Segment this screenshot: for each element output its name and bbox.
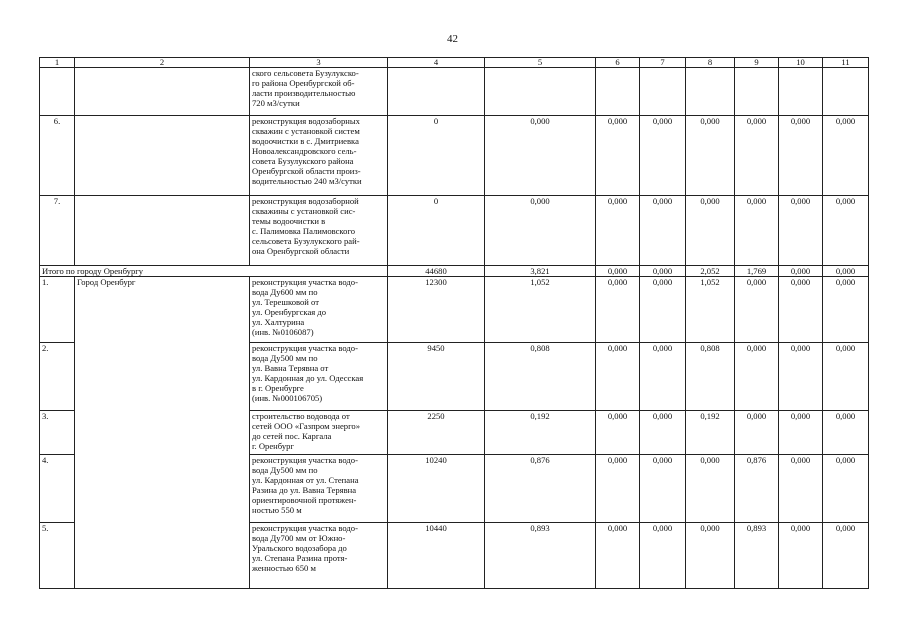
- header-cell: 5: [485, 58, 596, 68]
- row-number: 4.: [40, 455, 75, 523]
- value-cell-c11: 0,000: [823, 116, 869, 196]
- row-number: 5.: [40, 523, 75, 589]
- row-number: 6.: [40, 116, 75, 196]
- value-cell-c7: 0,000: [640, 277, 686, 343]
- measure-description: реконструкция водозаборной скважины с установкой сис- темы водоочистки в с. Палимовка Палимовского сельсовета Бузулукского рай- она Оренбургской области: [250, 196, 388, 266]
- value-cell-c9: [735, 68, 779, 116]
- value-cell-c4: 10440: [388, 523, 485, 589]
- value-cell-c8: 1,052: [686, 277, 735, 343]
- header-cell: 7: [640, 58, 686, 68]
- value-cell-c11: 0,000: [823, 196, 869, 266]
- value-cell-c10: 0,000: [779, 343, 823, 411]
- row-number: 7.: [40, 196, 75, 266]
- header-cell: 3: [250, 58, 388, 68]
- value-cell-c5: 0,000: [485, 196, 596, 266]
- value-cell-c10: 0,000: [779, 266, 823, 277]
- value-cell-c5: [485, 68, 596, 116]
- table-row: [40, 68, 869, 116]
- value-cell-c7: 0,000: [640, 116, 686, 196]
- row-number: 2.: [40, 343, 75, 411]
- header-cell: 8: [686, 58, 735, 68]
- table-row: [40, 116, 869, 196]
- value-cell-c8: 2,052: [686, 266, 735, 277]
- table-row: [40, 277, 869, 343]
- value-cell-c4: [388, 68, 485, 116]
- object-name: [75, 116, 250, 196]
- value-cell-c11: 0,000: [823, 455, 869, 523]
- value-cell-c5: 3,821: [485, 266, 596, 277]
- value-cell-c11: 0,000: [823, 277, 869, 343]
- value-cell-c9: 0,000: [735, 116, 779, 196]
- value-cell-c4: 44680: [388, 266, 485, 277]
- value-cell-c5: 0,893: [485, 523, 596, 589]
- value-cell-c7: 0,000: [640, 343, 686, 411]
- total-label: Итого по городу Оренбургу: [40, 266, 388, 277]
- value-cell-c5: 0,192: [485, 411, 596, 455]
- header-cell: 9: [735, 58, 779, 68]
- table-row: [40, 196, 869, 266]
- value-cell-c7: 0,000: [640, 455, 686, 523]
- value-cell-c8: 0,808: [686, 343, 735, 411]
- value-cell-c9: 0,893: [735, 523, 779, 589]
- measure-description: реконструкция водозаборных скважин с установкой систем водоочистки в с. Дмитриевка Новоалександровского сель- совета Бузулукского района Оренбургской области произ- водительностью 240 м3/сутки: [250, 116, 388, 196]
- value-cell-c7: 0,000: [640, 196, 686, 266]
- value-cell-c11: 0,000: [823, 411, 869, 455]
- value-cell-c9: 0,000: [735, 411, 779, 455]
- city-name: Город Оренбург: [75, 277, 250, 589]
- header-cell: 1: [40, 58, 75, 68]
- header-cell: 4: [388, 58, 485, 68]
- budget-table: [39, 57, 869, 589]
- value-cell-c8: 0,000: [686, 116, 735, 196]
- value-cell-c8: 0,192: [686, 411, 735, 455]
- value-cell-c5: 0,876: [485, 455, 596, 523]
- value-cell-c8: 0,000: [686, 523, 735, 589]
- page-number: 42: [447, 33, 458, 45]
- value-cell-c9: 0,000: [735, 343, 779, 411]
- value-cell-c7: 0,000: [640, 523, 686, 589]
- value-cell-c10: 0,000: [779, 455, 823, 523]
- value-cell-c6: 0,000: [596, 116, 640, 196]
- value-cell-c6: 0,000: [596, 411, 640, 455]
- header-row: [40, 58, 869, 68]
- value-cell-c4: 0: [388, 116, 485, 196]
- value-cell-c8: 0,000: [686, 196, 735, 266]
- value-cell-c6: 0,000: [596, 523, 640, 589]
- value-cell-c8: 0,000: [686, 455, 735, 523]
- value-cell-c11: [823, 68, 869, 116]
- value-cell-c10: 0,000: [779, 196, 823, 266]
- value-cell-c11: 0,000: [823, 266, 869, 277]
- value-cell-c11: 0,000: [823, 343, 869, 411]
- header-cell: 10: [779, 58, 823, 68]
- value-cell-c10: 0,000: [779, 116, 823, 196]
- row-number: [40, 68, 75, 116]
- value-cell-c6: 0,000: [596, 277, 640, 343]
- value-cell-c11: 0,000: [823, 523, 869, 589]
- value-cell-c10: 0,000: [779, 411, 823, 455]
- value-cell-c6: 0,000: [596, 455, 640, 523]
- measure-description: ского сельсовета Бузулукско- го района Оренбургской об- ласти производительностью 720 м3/сутки: [250, 68, 388, 116]
- measure-description: реконструкция участка водо- вода Ду500 мм по ул. Кардонная от ул. Степана Разина до ул. Вавна Терявна ориентировочной протяжен- ностью 550 м: [250, 455, 388, 523]
- value-cell-c4: 0: [388, 196, 485, 266]
- measure-description: реконструкция участка водо- вода Ду700 мм от Южно- Уральского водозабора до ул. Степана Разина протя- женностью 650 м: [250, 523, 388, 589]
- value-cell-c6: [596, 68, 640, 116]
- value-cell-c5: 1,052: [485, 277, 596, 343]
- value-cell-c10: 0,000: [779, 277, 823, 343]
- header-cell: 2: [75, 58, 250, 68]
- measure-description: реконструкция участка водо- вода Ду600 мм по ул. Терешковой от ул. Оренбургская до ул. Халтурина (инв. №0106087): [250, 277, 388, 343]
- measure-description: строительство водовода от сетей ООО «Газпром энерго» до сетей пос. Каргала г. Оренбург: [250, 411, 388, 455]
- value-cell-c10: [779, 68, 823, 116]
- value-cell-c5: 0,000: [485, 116, 596, 196]
- measure-description: реконструкция участка водо- вода Ду500 мм по ул. Вавна Терявна от ул. Кардонная до ул. Одесская в г. Оренбурге (инв. №000106705): [250, 343, 388, 411]
- value-cell-c5: 0,808: [485, 343, 596, 411]
- value-cell-c7: 0,000: [640, 411, 686, 455]
- value-cell-c4: 10240: [388, 455, 485, 523]
- value-cell-c9: 1,769: [735, 266, 779, 277]
- row-number: 1.: [40, 277, 75, 343]
- value-cell-c4: 2250: [388, 411, 485, 455]
- value-cell-c9: 0,000: [735, 196, 779, 266]
- header-cell: 6: [596, 58, 640, 68]
- value-cell-c7: [640, 68, 686, 116]
- value-cell-c9: 0,000: [735, 277, 779, 343]
- row-number: 3.: [40, 411, 75, 455]
- value-cell-c6: 0,000: [596, 266, 640, 277]
- value-cell-c4: 12300: [388, 277, 485, 343]
- total-row: [40, 266, 869, 277]
- value-cell-c8: [686, 68, 735, 116]
- header-cell: 11: [823, 58, 869, 68]
- value-cell-c10: 0,000: [779, 523, 823, 589]
- value-cell-c9: 0,876: [735, 455, 779, 523]
- object-name: [75, 196, 250, 266]
- value-cell-c7: 0,000: [640, 266, 686, 277]
- value-cell-c4: 9450: [388, 343, 485, 411]
- object-name: [75, 68, 250, 116]
- value-cell-c6: 0,000: [596, 343, 640, 411]
- value-cell-c6: 0,000: [596, 196, 640, 266]
